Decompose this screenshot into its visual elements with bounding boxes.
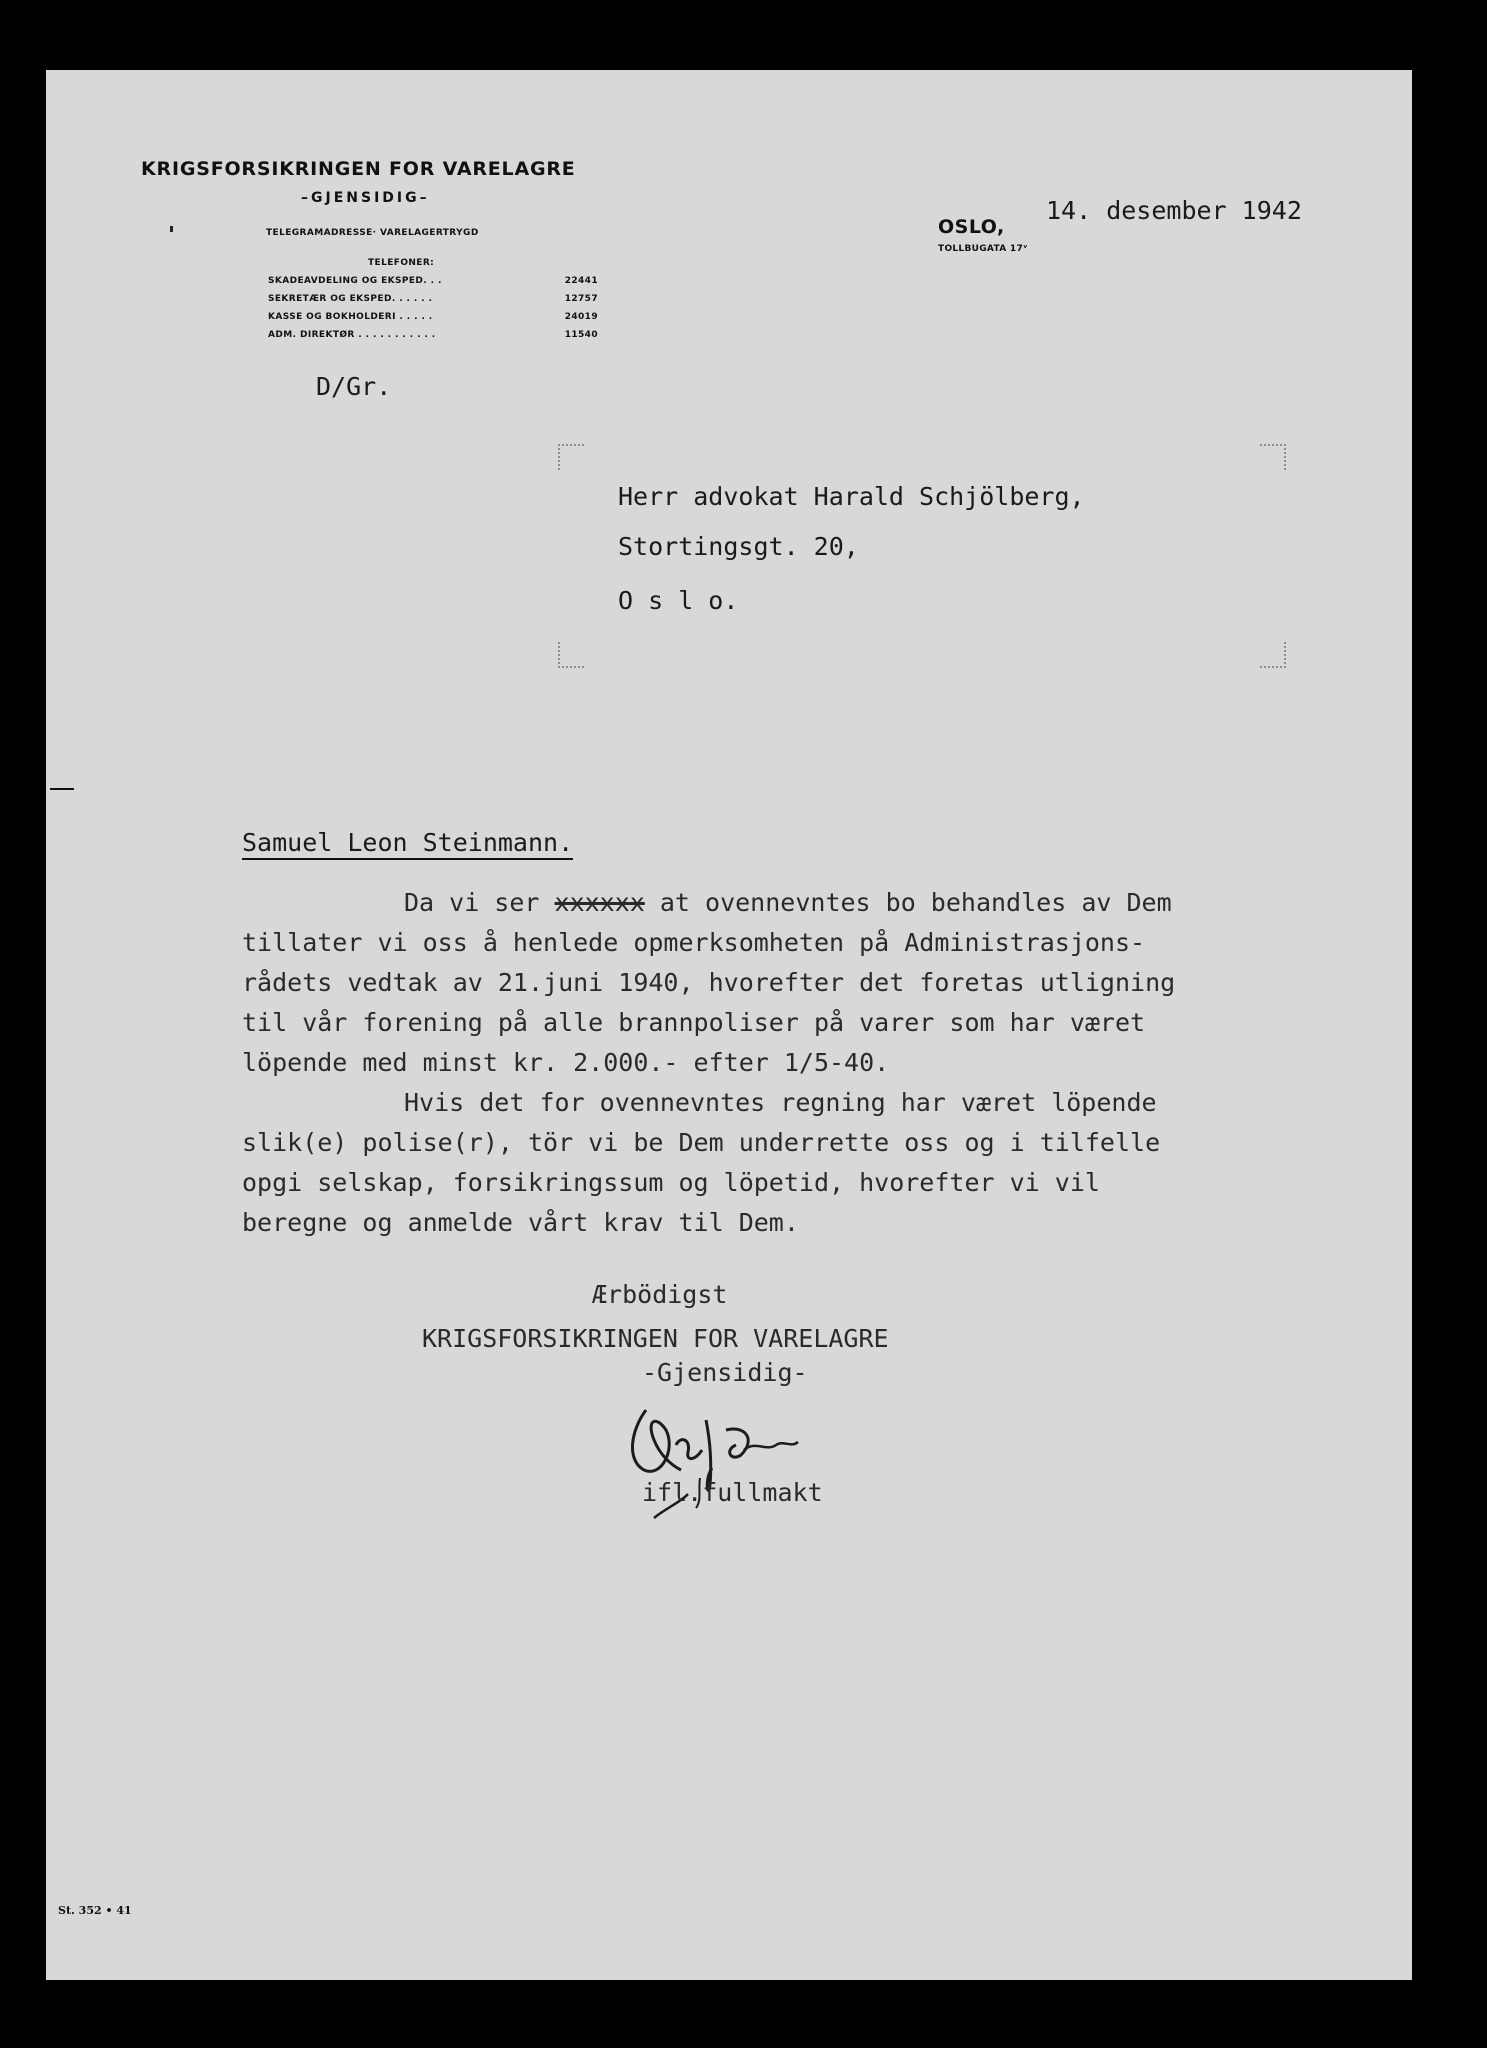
subject-line: Samuel Leon Steinmann. — [242, 828, 573, 860]
recipient-line: O s l o. — [618, 586, 739, 615]
letter-page — [46, 70, 1412, 1980]
body-text: Da vi ser — [404, 888, 555, 917]
phone-label: ADM. DIREKTØR . . . . . . . . . . . — [268, 330, 436, 340]
phone-label: KASSE OG BOKHOLDERI . . . . . — [268, 312, 433, 322]
body-line: löpende med minst kr. 2.000.- efter 1/5-40. — [242, 1048, 890, 1077]
letterhead-subtitle: –GJENSIDIG– — [301, 190, 430, 206]
recipient-line: Herr advokat Harald Schjölberg, — [618, 482, 1085, 511]
body-line: tillater vi oss å henlede opmerksomheten på Administrasjons- — [242, 928, 1146, 957]
window-corner-mark — [558, 444, 584, 470]
body-line: rådets vedtak av 21.juni 1940, hvorefter det foretas utligning — [242, 968, 1176, 997]
window-corner-mark — [1260, 444, 1286, 470]
phone-label: SEKRETÆR OG EKSPED. . . . . . — [268, 294, 433, 304]
closing-subtitle: -Gjensidig- — [642, 1358, 808, 1387]
reference-code: D/Gr. — [316, 372, 392, 401]
letterhead-company: KRIGSFORSIKRINGEN FOR VARELAGRE — [141, 158, 576, 180]
handwritten-signature — [626, 1390, 806, 1540]
phone-line — [268, 330, 598, 340]
body-line: slik(e) polise(r), tör vi be Dem underrette oss og i tilfelle — [242, 1128, 1161, 1157]
closing-company: KRIGSFORSIKRINGEN FOR VARELAGRE — [422, 1324, 889, 1353]
margin-dot — [170, 226, 173, 232]
phone-label: SKADEAVDELING OG EKSPED. . . — [268, 276, 442, 286]
letterhead-city: OSLO, — [938, 216, 1005, 238]
window-corner-mark — [1260, 642, 1286, 668]
body-line: beregne og anmelde vårt krav til Dem. — [242, 1208, 799, 1237]
fold-mark — [50, 788, 74, 790]
phone-line — [268, 312, 598, 322]
body-text: at ovennevntes bo behandles av Dem — [644, 888, 1172, 917]
recipient-line: Stortingsgt. 20, — [618, 532, 859, 561]
body-line: til vår forening på alle brannpoliser på varer som har været — [242, 1008, 1146, 1037]
telefoner-heading: TELEFONER: — [368, 258, 435, 268]
struck-word: xxxxxx — [554, 888, 645, 917]
body-line — [404, 888, 1172, 917]
phone-number: 24019 — [564, 312, 598, 322]
phone-number: 12757 — [564, 294, 598, 304]
phone-number: 22441 — [564, 276, 598, 286]
telegram-address: TELEGRAMADRESSE· VARELAGERTRYGD — [266, 228, 479, 238]
body-line: opgi selskap, forsikringssum og löpetid, hvorefter vi vil — [242, 1168, 1100, 1197]
window-corner-mark — [558, 642, 584, 668]
form-number: St. 352 • 41 — [58, 1904, 132, 1917]
letterhead-street: TOLLBUGATA 17ᵛ — [938, 244, 1028, 254]
phone-line — [268, 276, 598, 286]
phone-line — [268, 294, 598, 304]
signature-note: ifl.fullmakt — [642, 1478, 823, 1507]
closing-greeting: Ærbödigst — [592, 1280, 728, 1309]
body-line: Hvis det for ovennevntes regning har været löpende — [404, 1088, 1157, 1117]
letter-date: 14. desember 1942 — [1046, 196, 1302, 225]
phone-number: 11540 — [564, 330, 598, 340]
